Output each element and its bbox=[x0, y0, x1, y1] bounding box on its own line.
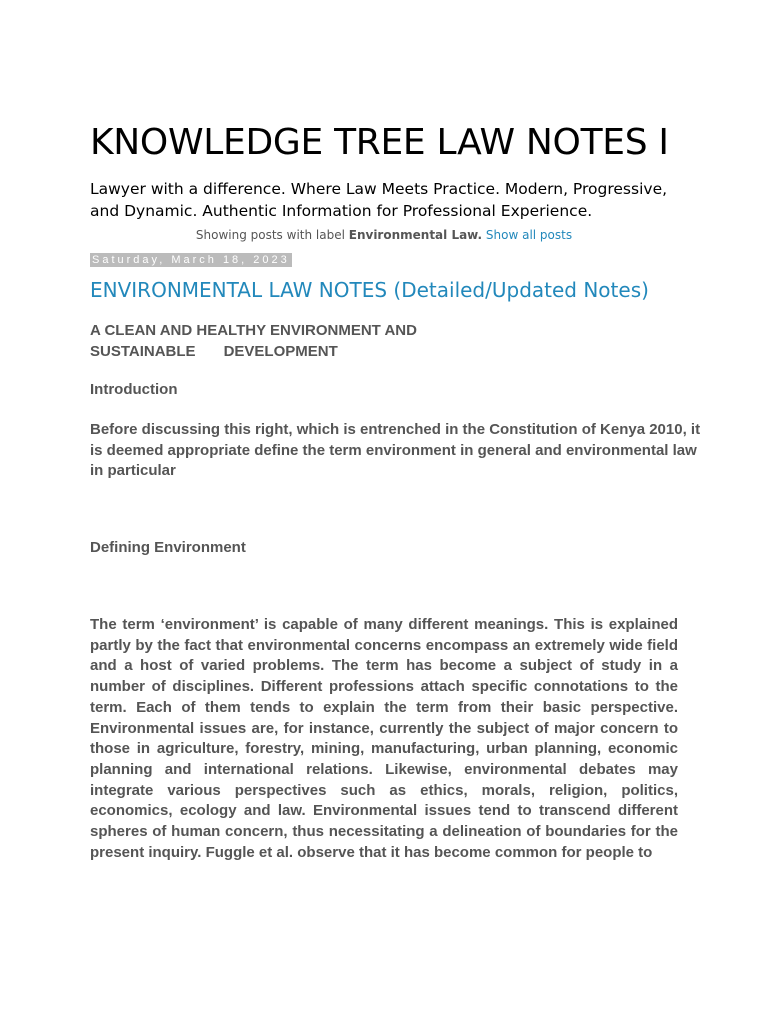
introduction-heading: Introduction bbox=[90, 381, 178, 398]
show-all-posts-link[interactable]: Show all posts bbox=[485, 228, 573, 242]
label-filter-bar bbox=[0, 228, 768, 242]
label-filter-prefix: Showing posts with label bbox=[195, 228, 345, 242]
post-date-header: Saturday, March 18, 2023 bbox=[92, 254, 290, 266]
blog-title[interactable]: KNOWLEDGE TREE LAW NOTES I bbox=[90, 122, 669, 163]
main-heading-line1: A CLEAN AND HEALTHY ENVIRONMENT AND bbox=[90, 322, 417, 339]
post-title-link[interactable]: ENVIRONMENTAL LAW NOTES (Detailed/Updated Notes) bbox=[90, 278, 649, 302]
introduction-paragraph: Before discussing this right, which is entrenched in the Constitution of Kenya 2010, it is deemed appropriate define the term environment in general and environmental law in particular bbox=[90, 421, 701, 480]
blog-description: Lawyer with a difference. Where Law Meets Practice. Modern, Progressive, and Dynamic. Authentic Information for Professional Experience. bbox=[90, 180, 668, 220]
main-heading-line2b: DEVELOPMENT bbox=[223, 342, 338, 360]
post-main-heading bbox=[90, 321, 490, 362]
label-filter-name: Environmental Law. bbox=[348, 228, 483, 242]
main-heading-line2a: SUSTAINABLE bbox=[90, 342, 196, 360]
defining-environment-heading: Defining Environment bbox=[90, 539, 246, 556]
defining-environment-paragraph: The term ‘environment’ is capable of many different meanings. This is explained partly by the fact that environmental concerns encompass an extremely wide field and a host of varied problems. The term has become a subject of study in a number of disciplines. Different professions attach specific connotations to the term. Each of them tends to explain the term from their basic perspective. Environmental issues are, for instance, currently the subject of major concern to those in agriculture, forestry, mining, manufacturing, urban planning, economic planning and international relations. Likewise, environmental debates may integrate various perspectives such as ethics, morals, religion, politics, economics, ecology and law. Environmental issues tend to transcend different spheres of human concern, thus necessitating a delineation of boundaries for the present inquiry. Fuggle et al. observe that it has become common for people to bbox=[90, 616, 678, 861]
